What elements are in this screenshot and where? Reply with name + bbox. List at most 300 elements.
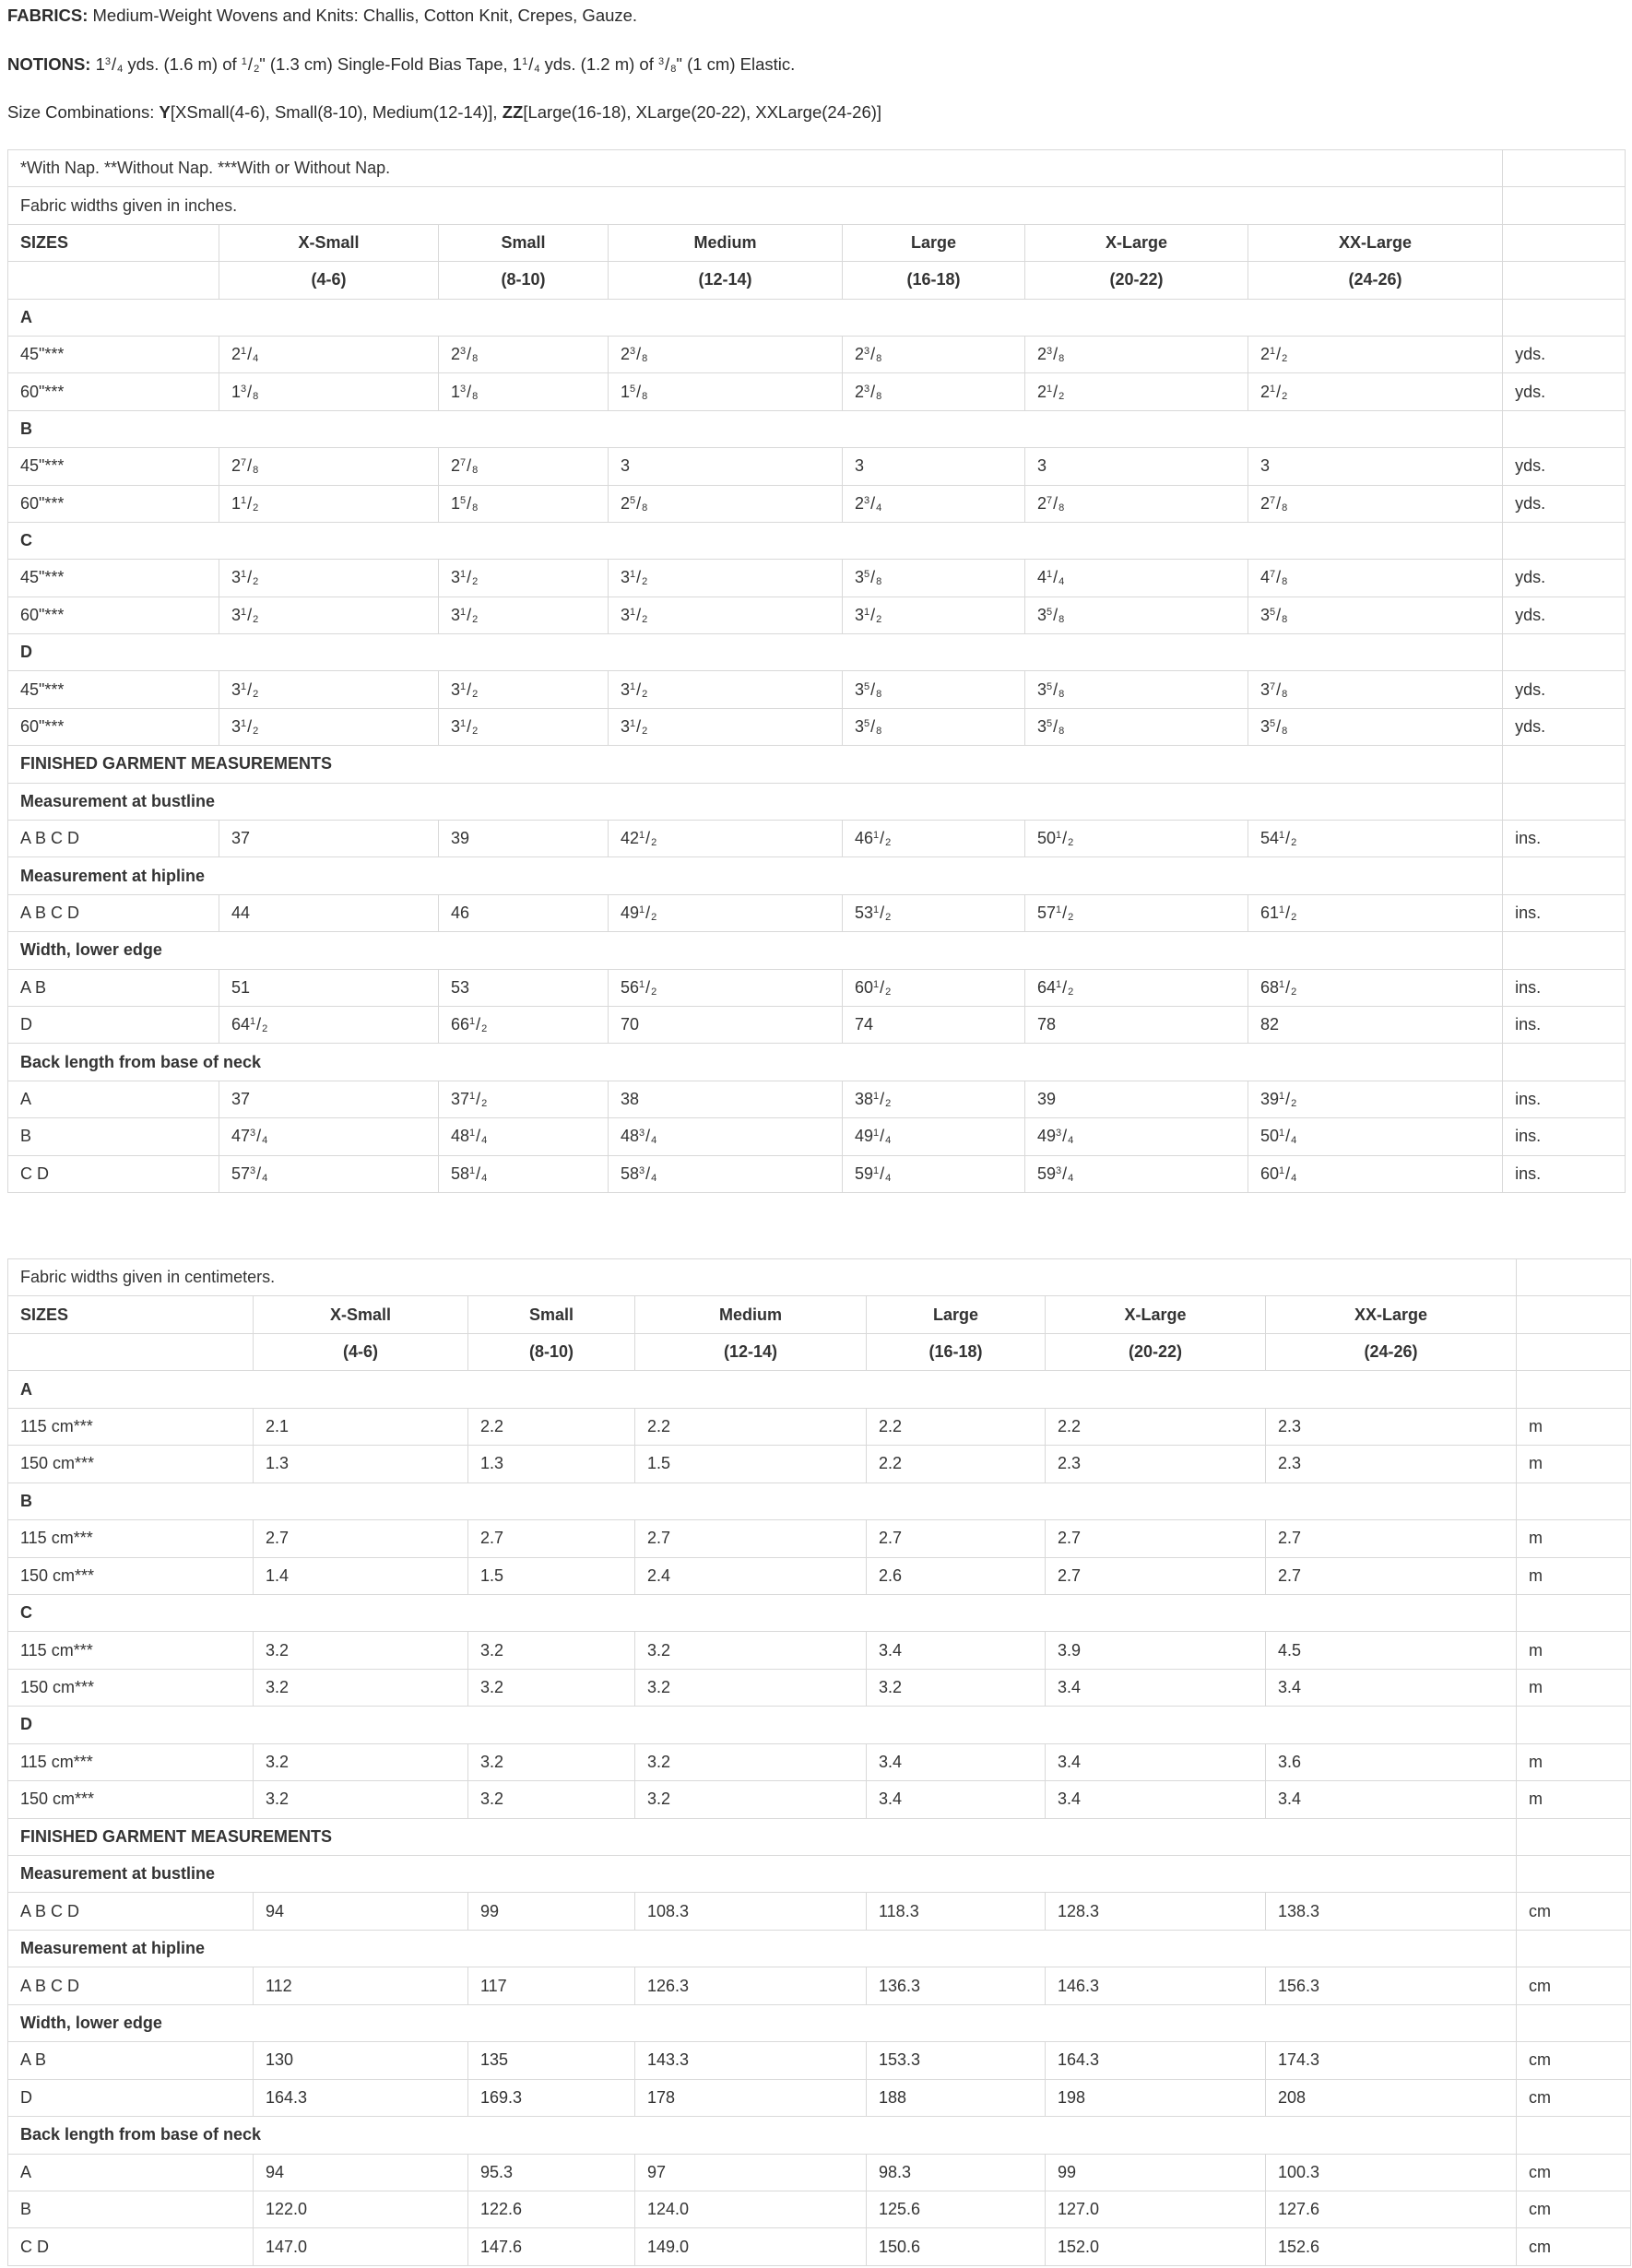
table-cell: 3	[1025, 448, 1248, 485]
row-label: 45"***	[8, 448, 219, 485]
table-cell	[1025, 708, 1248, 745]
fraction-denominator: 8	[1058, 353, 1065, 365]
size-name: X-Large	[1046, 1296, 1266, 1333]
fraction-slash: /	[636, 717, 642, 737]
fraction-numerator: 1	[1270, 383, 1276, 395]
table-cell: 2.4	[635, 1557, 867, 1594]
fraction-numerator: 7	[1270, 494, 1276, 506]
table-cell: 108.3	[635, 1893, 867, 1930]
unit-cell	[1517, 1818, 1631, 1855]
fraction-slash: /	[112, 54, 117, 74]
table-cell	[609, 894, 843, 931]
table-cell	[439, 1081, 609, 1117]
fraction-value: $2^7/_8$	[1037, 493, 1065, 514]
fraction-value: $64^1/_2$	[231, 1015, 268, 1035]
table-cell	[843, 597, 1025, 633]
size-name: X-Large	[1025, 224, 1248, 261]
fraction-numerator: 1	[460, 680, 467, 692]
fraction-numerator: 1	[469, 1164, 476, 1176]
table-cell: 1.4	[254, 1557, 468, 1594]
fraction-numerator: 1	[460, 606, 467, 618]
table-cell: 100.3	[1266, 2154, 1517, 2191]
fraction-numerator: 5	[630, 494, 636, 506]
fraction-slash: /	[1053, 717, 1058, 737]
fraction-numerator: 7	[1270, 569, 1276, 581]
fraction-denominator: 8	[1282, 576, 1288, 588]
table-cell: 143.3	[635, 2042, 867, 2079]
fraction-slash: /	[1053, 568, 1058, 587]
fraction-denominator: 8	[642, 353, 648, 365]
fraction-value: $3^1/_2$	[621, 605, 648, 625]
table-cell	[843, 560, 1025, 597]
row-label: D	[8, 1006, 219, 1043]
unit-label: ins.	[1503, 1118, 1626, 1155]
fraction-slash: /	[870, 493, 876, 513]
unit-cell	[1517, 2004, 1631, 2041]
fraction-value: $57^3/_4$	[231, 1164, 268, 1184]
size-name: X-Small	[219, 224, 439, 261]
row-label: 60"***	[8, 373, 219, 410]
fraction-value: $2^1/_2$	[1260, 382, 1288, 402]
table-cell: 74	[843, 1006, 1025, 1043]
unit-cell	[1503, 522, 1626, 559]
section-row-label: D	[8, 1707, 1517, 1743]
fraction-numerator: 3	[250, 1128, 256, 1140]
fraction-value: $3^5/_8$	[855, 679, 882, 700]
unit-label: m	[1517, 1781, 1631, 1818]
fraction-numerator: 5	[1047, 606, 1053, 618]
table-row	[8, 560, 1626, 597]
fraction-denominator: 8	[876, 726, 882, 738]
fraction-slash: /	[1285, 829, 1291, 848]
row-label: 115 cm***	[8, 1520, 254, 1557]
fraction-denominator: 4	[253, 353, 259, 365]
fraction-denominator: 4	[1058, 576, 1065, 588]
size-name: XX-Large	[1266, 1296, 1517, 1333]
unit-label: m	[1517, 1446, 1631, 1482]
fraction-denominator: 8	[1282, 688, 1288, 700]
table-cell: 99	[468, 1893, 635, 1930]
fraction-value: $3^5/_8$	[1037, 717, 1065, 738]
fraction-numerator: 1	[873, 904, 880, 915]
table-cell: 150.6	[867, 2228, 1046, 2265]
size-range: (4-6)	[254, 1333, 468, 1370]
fraction-slash: /	[247, 456, 253, 476]
fraction-numerator: 3	[864, 494, 870, 506]
unit-label: ins.	[1503, 1081, 1626, 1117]
fraction-slash: /	[247, 717, 253, 737]
fraction-value: $49^1/_2$	[621, 904, 657, 923]
row-label: 45"***	[8, 560, 219, 597]
fraction-value: $53^1/_2$	[855, 904, 892, 923]
fraction-denominator: 8	[1282, 613, 1288, 625]
fraction-numerator: 5	[864, 569, 870, 581]
fraction-value: $3^1/_2$	[621, 568, 648, 588]
fraction-value: $3^5/_8$	[855, 717, 882, 738]
fraction-numerator: 1	[639, 978, 645, 990]
table-cell: 3.2	[635, 1632, 867, 1669]
fraction-denominator: 2	[481, 1023, 488, 1035]
fraction-denominator: 8	[472, 465, 479, 477]
fraction-denominator: 2	[472, 613, 479, 625]
table-cell: 2.1	[254, 1408, 468, 1445]
table-cell: 38	[609, 1081, 843, 1117]
table-cell: 147.0	[254, 2228, 468, 2265]
table-cell	[1025, 821, 1248, 857]
fraction-numerator: 5	[630, 383, 636, 395]
row-label: A B	[8, 969, 219, 1006]
table-cell	[219, 373, 439, 410]
fraction-slash: /	[645, 1127, 651, 1146]
unit-label: yds.	[1503, 671, 1626, 708]
fraction-value: $66^1/_2$	[451, 1015, 488, 1035]
section-row	[8, 1930, 1631, 1967]
row-label: 150 cm***	[8, 1669, 254, 1706]
unit-cell	[1517, 1371, 1631, 1408]
fraction-value: $1^3/_8$	[231, 382, 259, 402]
table-cell: 46	[439, 894, 609, 931]
fraction-value: $3^5/_8$	[1037, 605, 1065, 625]
fraction-slash: /	[476, 1127, 481, 1146]
table-cell	[1248, 485, 1503, 522]
fraction-denominator: 8	[253, 390, 259, 402]
fraction-denominator: 2	[651, 837, 657, 849]
table-cell: 3.4	[1046, 1781, 1266, 1818]
unit-cell	[1517, 1594, 1631, 1631]
table-row	[8, 1408, 1631, 1445]
row-label: A B	[8, 2042, 254, 2079]
fraction-denominator: 2	[481, 1097, 488, 1109]
section-row-label: Measurement at bustline	[8, 1856, 1517, 1893]
unit-cell	[1503, 932, 1626, 969]
fraction-slash: /	[665, 54, 670, 74]
fraction-denominator: 2	[1282, 353, 1288, 365]
row-label: A B C D	[8, 1893, 254, 1930]
fraction-denominator: 2	[253, 688, 259, 700]
size-range: (24-26)	[1266, 1333, 1517, 1370]
fraction-denominator: 8	[1282, 502, 1288, 514]
range-label-cell	[8, 262, 219, 299]
widths-note-row	[8, 187, 1626, 224]
unit-cell	[1517, 2117, 1631, 2154]
fraction-numerator: 1	[1270, 346, 1276, 358]
table-cell: 127.6	[1266, 2191, 1517, 2227]
unit-label: yds.	[1503, 336, 1626, 372]
fraction-value	[658, 54, 676, 74]
table-row	[8, 1557, 1631, 1594]
fraction-numerator: 3	[630, 346, 636, 358]
table-cell	[1248, 671, 1503, 708]
section-row	[8, 1482, 1631, 1519]
unit-cell	[1517, 1333, 1631, 1370]
fraction-value: $3^5/_8$	[855, 568, 882, 588]
table-cell: 3.2	[254, 1743, 468, 1780]
fraction-slash: /	[528, 54, 534, 74]
fraction-value: $3^5/_8$	[1260, 717, 1288, 738]
fraction-value: $3^1/_2$	[451, 717, 479, 738]
fraction-numerator: 1	[630, 606, 636, 618]
table-cell: 118.3	[867, 1893, 1046, 1930]
table-cell: 164.3	[1046, 2042, 1266, 2079]
table-cell	[843, 1155, 1025, 1192]
fraction-numerator: 1	[1056, 830, 1062, 842]
fraction-slash: /	[1285, 1164, 1291, 1183]
table-cell	[219, 708, 439, 745]
unit-cell	[1503, 187, 1626, 224]
fraction-denominator: 2	[254, 64, 260, 75]
fraction-value: $48^1/_4$	[451, 1127, 488, 1147]
fraction-slash: /	[1285, 904, 1291, 922]
fraction-numerator: 1	[873, 978, 880, 990]
fraction-slash: /	[645, 977, 651, 997]
table-cell: 3.4	[867, 1781, 1046, 1818]
fraction-numerator: 3	[657, 56, 665, 67]
fabrics-line	[7, 5, 637, 27]
fraction-numerator: 1	[1047, 569, 1053, 581]
size-y-label: Y	[159, 102, 171, 122]
fraction-slash: /	[247, 568, 253, 587]
table-cell: 117	[468, 1967, 635, 2004]
fraction-denominator: 4	[117, 64, 124, 75]
fraction-numerator: 3	[639, 1164, 645, 1176]
fraction-numerator: 7	[1270, 680, 1276, 692]
fraction-slash: /	[467, 717, 472, 737]
fraction-numerator: 3	[460, 383, 467, 395]
fraction-numerator: 1	[522, 56, 528, 67]
table-cell: 3.4	[1266, 1781, 1517, 1818]
section-row	[8, 1371, 1631, 1408]
table-cell	[1248, 894, 1503, 931]
table-cell: 3.2	[635, 1669, 867, 1706]
fraction-numerator: 3	[1047, 346, 1053, 358]
fraction-numerator: 1	[241, 346, 247, 358]
table-cell: 2.3	[1266, 1408, 1517, 1445]
fraction-value: $60^1/_2$	[855, 977, 892, 998]
section-row-label: Back length from base of neck	[8, 2117, 1517, 2154]
size-y-text: [XSmall(4-6), Small(8-10), Medium(12-14)],	[170, 102, 503, 122]
unit-label: yds.	[1503, 560, 1626, 597]
fraction-slash: /	[1285, 1089, 1291, 1108]
widths-note-row-label: Fabric widths given in centimeters.	[8, 1259, 1517, 1296]
fraction-denominator: 2	[885, 986, 892, 998]
table-cell	[219, 671, 439, 708]
table-cell: 99	[1046, 2154, 1266, 2191]
fraction-slash: /	[1053, 345, 1058, 364]
table-cell	[439, 671, 609, 708]
fraction-numerator: 3	[250, 1164, 256, 1176]
fraction-slash: /	[247, 679, 253, 699]
table-cell	[439, 597, 609, 633]
unit-cell	[1503, 783, 1626, 820]
section-row	[8, 299, 1626, 336]
table-cell: 2.7	[1046, 1557, 1266, 1594]
table-row	[8, 1006, 1626, 1043]
table-row	[8, 821, 1626, 857]
fraction-slash: /	[636, 605, 642, 624]
fraction-denominator: 4	[876, 502, 882, 514]
table-cell: 3.2	[254, 1632, 468, 1669]
section-row	[8, 410, 1626, 447]
table-cell: 97	[635, 2154, 867, 2191]
fraction-value: $2^3/_8$	[621, 345, 648, 365]
fraction-denominator: 4	[481, 1135, 488, 1147]
table-row	[8, 1118, 1626, 1155]
fraction-value: $2^1/_2$	[1260, 345, 1288, 365]
section-row	[8, 1818, 1631, 1855]
table-cell	[219, 560, 439, 597]
size-zz-label: ZZ	[502, 102, 524, 122]
size-range: (20-22)	[1025, 262, 1248, 299]
fraction-value: $42^1/_2$	[621, 829, 657, 849]
fraction-value: $1^3/_4$	[95, 54, 124, 75]
table-cell	[609, 336, 843, 372]
table-cell: 2.7	[635, 1520, 867, 1557]
fraction-value: $39^1/_2$	[1260, 1089, 1297, 1109]
table-cell: 2.3	[1046, 1446, 1266, 1482]
table-cell: 37	[219, 1081, 439, 1117]
table-cell	[1248, 560, 1503, 597]
table-cell	[1025, 560, 1248, 597]
fraction-denominator: 2	[1291, 1097, 1297, 1109]
fraction-slash: /	[880, 904, 885, 922]
section-row	[8, 634, 1626, 671]
fraction-numerator: 1	[639, 830, 645, 842]
fraction-denominator: 8	[642, 390, 648, 402]
fraction-value: $3^1/_2$	[451, 679, 479, 700]
fraction-slash: /	[1062, 1127, 1068, 1146]
fraction-denominator: 2	[253, 502, 259, 514]
fraction-denominator: 2	[472, 688, 479, 700]
table-cell: 3.2	[254, 1669, 468, 1706]
row-label: 45"***	[8, 336, 219, 372]
fraction-numerator: 3	[104, 56, 112, 67]
unit-label: cm	[1517, 2154, 1631, 2191]
fraction-slash: /	[1285, 977, 1291, 997]
fraction-slash: /	[467, 605, 472, 624]
fraction-value: $3^1/_2$	[231, 679, 259, 700]
table-cell	[1025, 969, 1248, 1006]
fraction-value: $1^1/_2$	[231, 493, 259, 514]
table-cell	[219, 485, 439, 522]
unit-label: m	[1517, 1557, 1631, 1594]
table-cell	[843, 1118, 1025, 1155]
table-cell: 208	[1266, 2079, 1517, 2116]
fraction-numerator: 1	[469, 1090, 476, 1102]
size-ranges-row	[8, 1333, 1631, 1370]
unit-cell	[1503, 857, 1626, 894]
table-cell: 124.0	[635, 2191, 867, 2227]
table-row	[8, 485, 1626, 522]
unit-cell	[1517, 1707, 1631, 1743]
fraction-numerator: 1	[1279, 1164, 1285, 1176]
row-label: A B C D	[8, 821, 219, 857]
fraction-slash: /	[256, 1015, 262, 1034]
fraction-value: $47^3/_4$	[231, 1127, 268, 1147]
fraction-slash: /	[880, 1089, 885, 1108]
table-cell: 152.6	[1266, 2228, 1517, 2265]
section-row-label: Width, lower edge	[8, 2004, 1517, 2041]
sizes-label: SIZES	[8, 1296, 254, 1333]
table-cell	[439, 560, 609, 597]
section-row-label: Measurement at hipline	[8, 1930, 1517, 1967]
fraction-numerator: 3	[864, 346, 870, 358]
fraction-value: $61^1/_2$	[1260, 904, 1297, 923]
table-row	[8, 2042, 1631, 2079]
notions-line	[7, 53, 795, 76]
fraction-numerator: 3	[241, 383, 247, 395]
fraction-slash: /	[880, 829, 885, 848]
fraction-value: $57^1/_2$	[1037, 904, 1074, 923]
table-cell: 198	[1046, 2079, 1266, 2116]
table-cell: 128.3	[1046, 1893, 1266, 1930]
fraction-slash: /	[870, 568, 876, 587]
fraction-numerator: 3	[1056, 1164, 1062, 1176]
fraction-numerator: 1	[630, 718, 636, 730]
size-name: Medium	[635, 1296, 867, 1333]
table-cell: 2.7	[1266, 1520, 1517, 1557]
fraction-slash: /	[1062, 1164, 1068, 1183]
fraction-value: $37^1/_2$	[451, 1089, 488, 1109]
fraction-slash: /	[870, 679, 876, 699]
section-row	[8, 522, 1626, 559]
fraction-value: $68^1/_2$	[1260, 977, 1297, 998]
section-row-label: C	[8, 522, 1503, 559]
unit-label: ins.	[1503, 1006, 1626, 1043]
table-cell: 78	[1025, 1006, 1248, 1043]
section-row-label: A	[8, 299, 1503, 336]
fraction-value: $50^1/_2$	[1037, 829, 1074, 849]
fraction-denominator: 8	[472, 502, 479, 514]
fraction-numerator: 1	[630, 680, 636, 692]
fraction-slash: /	[1053, 382, 1058, 401]
fraction-slash: /	[467, 456, 472, 476]
fraction-numerator: 1	[1279, 1128, 1285, 1140]
table-row	[8, 708, 1626, 745]
sizes-header-row	[8, 1296, 1631, 1333]
fraction-value: $2^3/_8$	[855, 382, 882, 402]
table-cell: 1.3	[254, 1446, 468, 1482]
table-row	[8, 1155, 1626, 1192]
section-row	[8, 1044, 1626, 1081]
fraction-denominator: 8	[642, 502, 648, 514]
widths-note-row	[8, 1259, 1631, 1296]
table-cell: 138.3	[1266, 1893, 1517, 1930]
fraction-slash: /	[467, 382, 472, 401]
table-cell	[609, 560, 843, 597]
table-cell: 70	[609, 1006, 843, 1043]
fraction-numerator: 1	[864, 606, 870, 618]
section-row-label: Measurement at hipline	[8, 857, 1503, 894]
table-cell: 122.0	[254, 2191, 468, 2227]
table-row	[8, 2191, 1631, 2227]
fraction-denominator: 2	[885, 837, 892, 849]
fraction-denominator: 2	[642, 613, 648, 625]
table-cell: 152.0	[1046, 2228, 1266, 2265]
fraction-denominator: 8	[876, 576, 882, 588]
table-cell: 125.6	[867, 2191, 1046, 2227]
section-row-label: B	[8, 1482, 1517, 1519]
table-cell: 2.2	[1046, 1408, 1266, 1445]
table-row	[8, 597, 1626, 633]
table-cell: 1.5	[635, 1446, 867, 1482]
fraction-numerator: 7	[241, 457, 247, 469]
table-cell	[1025, 671, 1248, 708]
fraction-numerator: 5	[1047, 680, 1053, 692]
section-row-label: B	[8, 410, 1503, 447]
unit-label: m	[1517, 1408, 1631, 1445]
fraction-slash: /	[636, 679, 642, 699]
table-cell	[219, 597, 439, 633]
